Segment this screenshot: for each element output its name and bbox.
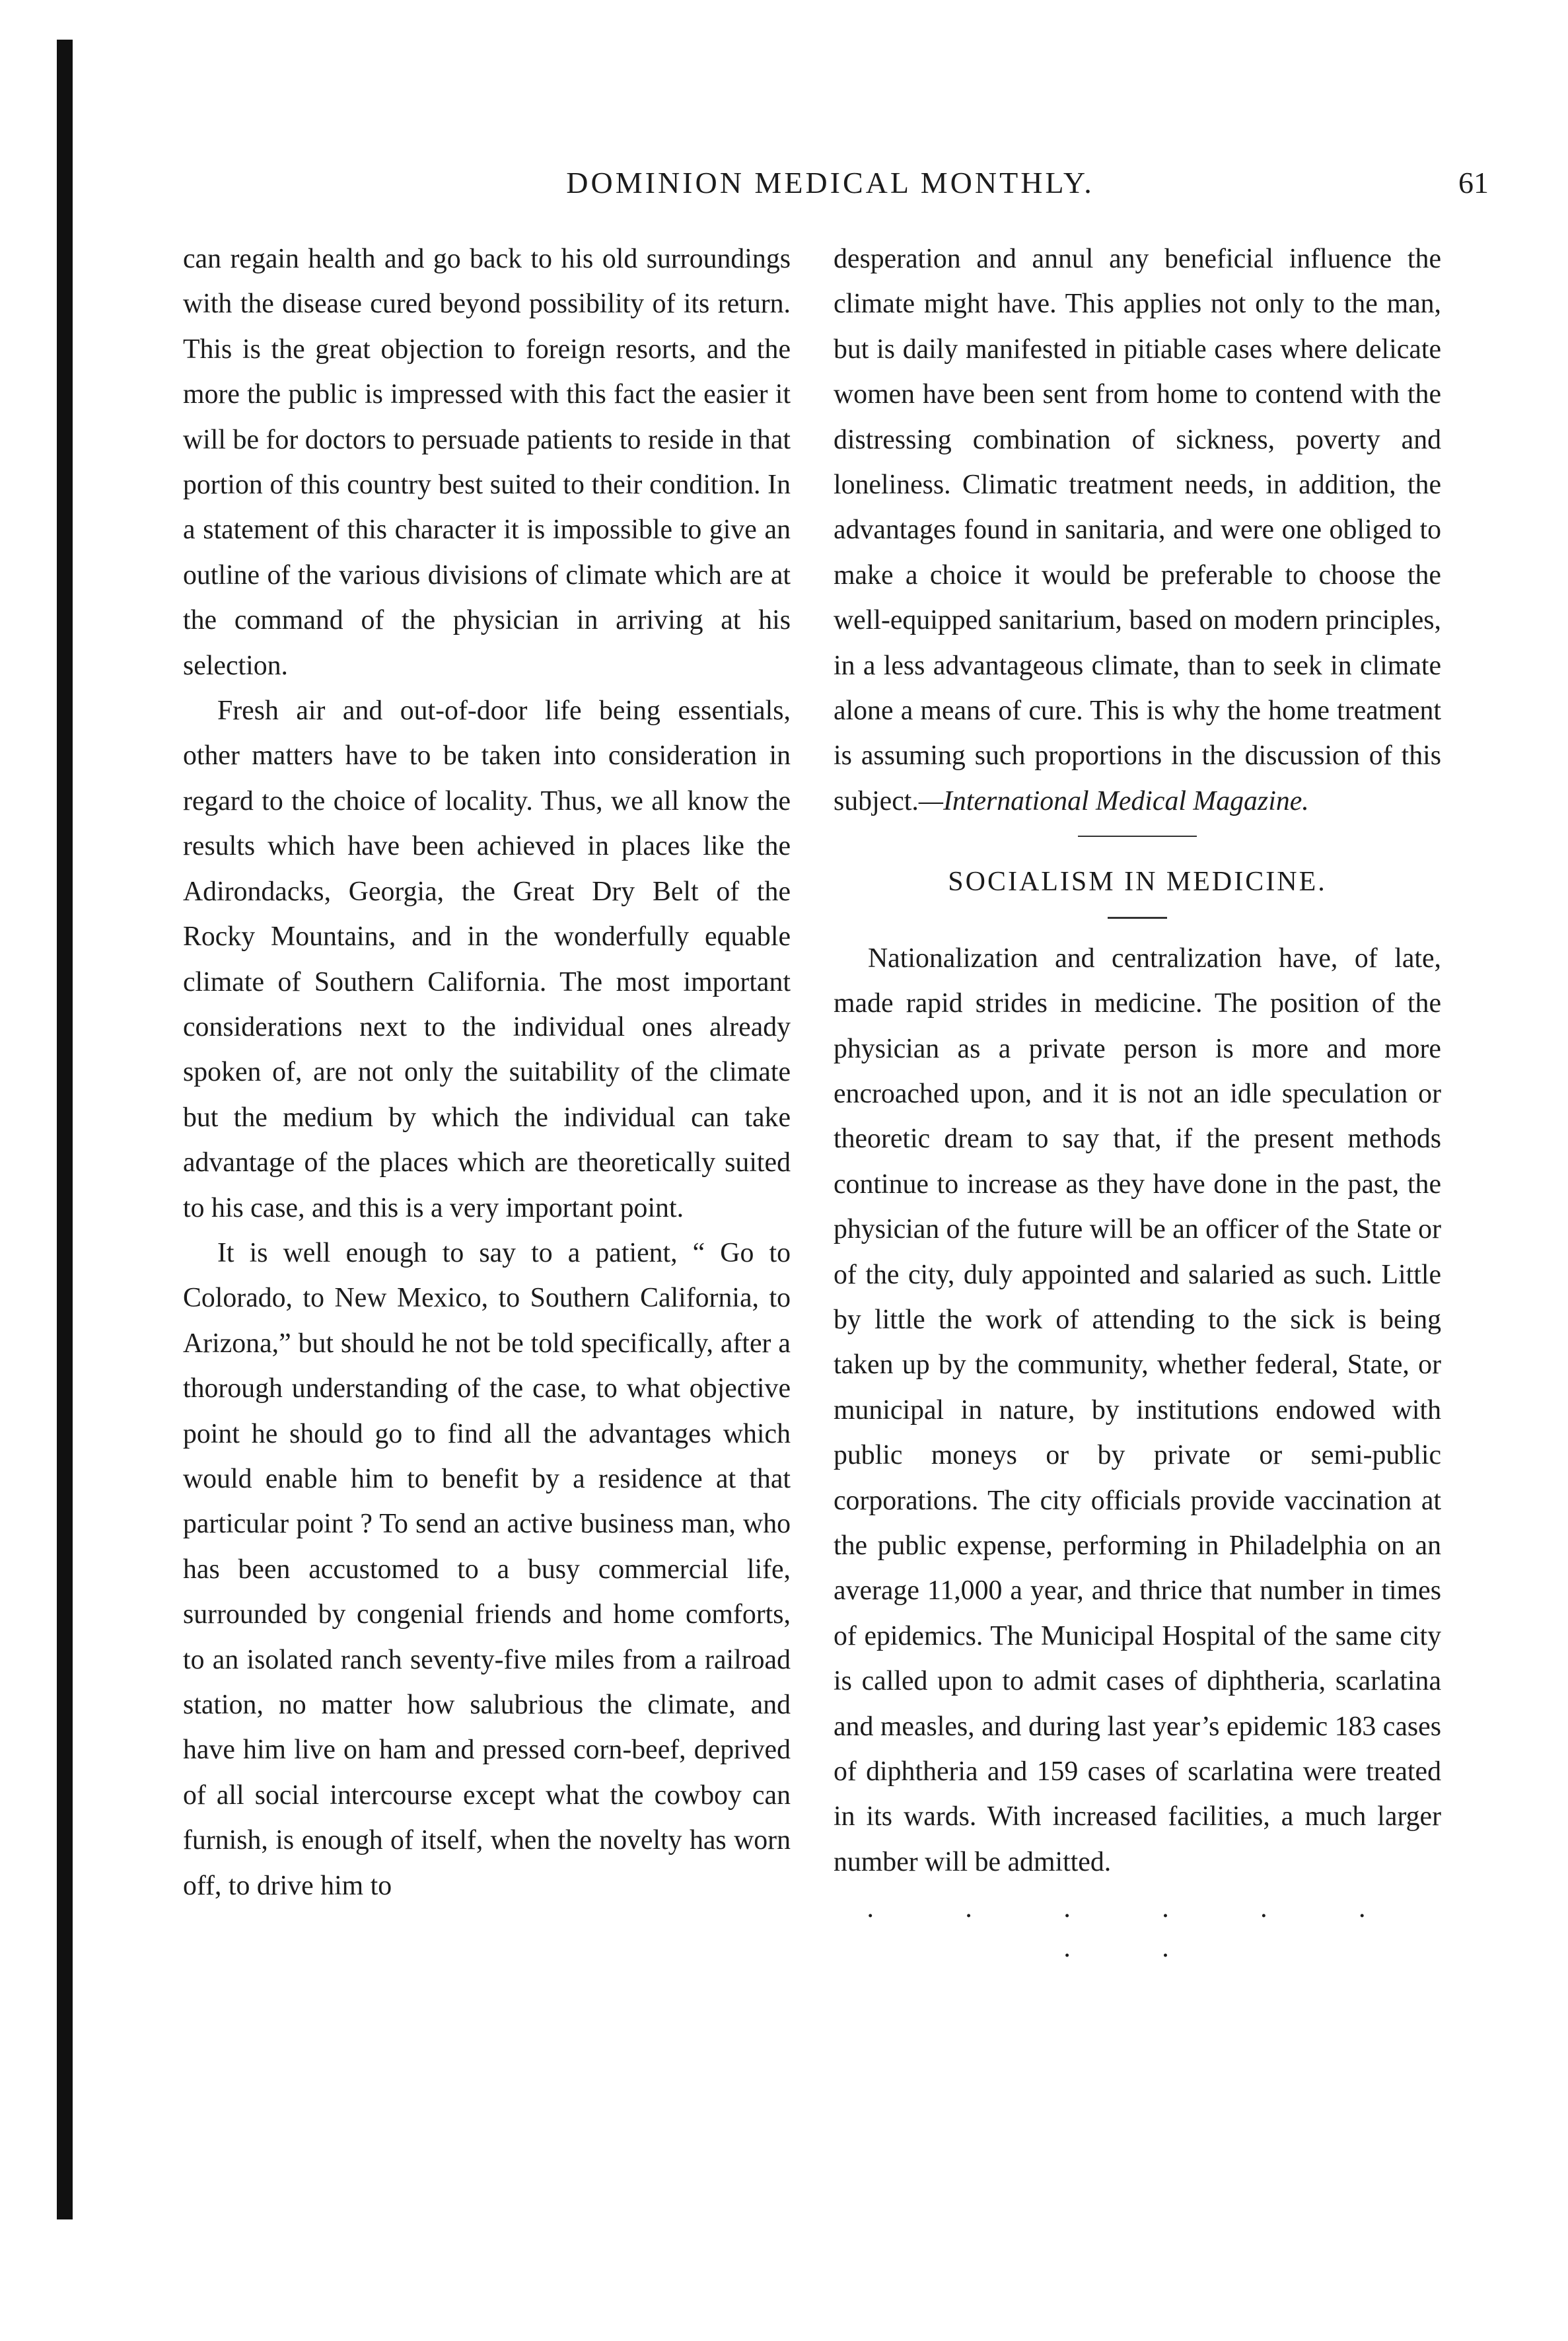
article-separator-rule bbox=[1078, 836, 1197, 837]
paragraph-fresh-air: Fresh air and out-of-door life being essentials, other matters have to be taken into consideration in regard to the choice of locality. Thus, we all know the results which have been achieved in places like the Adirondacks, Georgia, the Great Dry Belt of the Rocky Mountains, and in the wonderfully equable climate of Southern California. The most important considerations next to the individual ones already spoken of, are not only the suitability of the climate but the medium by which the individual can take advantage of the places which are theoretically suited to his case, and this is a very important point. bbox=[183, 696, 791, 1223]
citation-source: —International Medical Magazine. bbox=[918, 785, 1309, 816]
running-header bbox=[172, 165, 1489, 211]
page-binding-edge bbox=[57, 40, 73, 2219]
paragraph-continued: can regain health and go back to his old surroundings with the disease cured beyond possibility of its return. This is the great objection to foreign resorts, and the more the public is impressed with this fact the easier it will be for doctors to persuade patients to reside in that portion of this country best suited to their condition. In a statement of this character it is impossible to give an outline of the various divisions of climate which are at the command of the physician in arriving at his selection. bbox=[183, 244, 791, 681]
left-column bbox=[183, 236, 791, 1908]
paragraph-desperation bbox=[834, 236, 1441, 824]
right-column bbox=[834, 236, 1441, 1968]
heading-underline-rule bbox=[1108, 917, 1167, 919]
ellipsis-dots: . . . . . . . . bbox=[867, 1893, 1408, 1964]
paragraph-socialism: Nationalization and centralization have, of late, made rapid strides in medicine. The position of the physician as a private person is more and more encroached upon, and it is not an idle speculation or theoretic dream to say that, if the present methods continue to increase as they have done in the past, the physician of the future will be an officer of the State or of the city, duly appointed and salaried as such. Little by little the work of attending to the sick is being taken up by the community, whether federal, State, or municipal in nature, by institutions endowed with public moneys or by private or semi-public corporations. The city officials provide vaccination at the public expense, performing in Philadelphia on an average 11,000 a year, and thrice that number in times of epidemics. The Municipal Hospital of the same city is called upon to admit cases of diphtheria, scarlatina and measles, and during last year’s epidemic 183 cases of diphtheria and 159 cases of scarlatina were treated in its wards. With increased facilities, a much larger number will be admitted. bbox=[834, 943, 1441, 1877]
paragraph-desperation-text: desperation and annul any beneficial influence the climate might have. This applies not only to the man, but is daily manifested in pitiable cases where delicate women have been sent from home to contend with the distressing combination of sickness, poverty and loneliness. Climatic treatment needs, in addition, the advantages found in sanitaria, and were one obliged to make a choice it would be preferable to choose the well-equipped sanitarium, based on modern principles, in a less advantageous climate, than to seek in climate alone a means of cure. This is why the home treatment is assuming such proportions in the discussion of this subject. bbox=[834, 244, 1441, 816]
section-heading: SOCIALISM IN MEDICINE. bbox=[948, 867, 1327, 898]
paragraph-patient-advice: It is well enough to say to a patient, “ Go to Colorado, to New Mexico, to Southern California, to Arizona,” but should he not be told specifically, after a thorough understanding of the case, to what objective point he should go to find all the advantages which would enable him to benefit by a residence at that particular point ? To send an active business man, who has been accustomed to a busy commercial life, surrounded by congenial friends and home comforts, to an isolated ranch seventy-five miles from a railroad station, no matter how salubrious the climate, and have him live on ham and pressed corn-beef, deprived of all social intercourse except what the cowboy can furnish, is enough of itself, when the novelty has worn off, to drive him to bbox=[183, 1237, 791, 1901]
page-number: 61 bbox=[1458, 166, 1489, 199]
journal-title: DOMINION MEDICAL MONTHLY. bbox=[566, 166, 1094, 199]
